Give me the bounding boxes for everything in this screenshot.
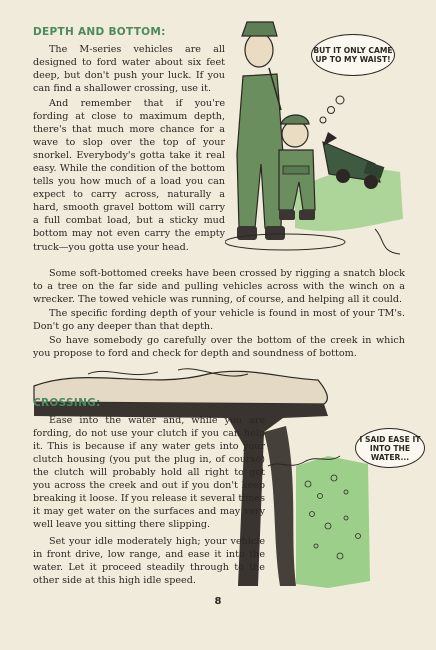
section-heading-depth-and-bottom: DEPTH AND BOTTOM: [33,26,166,38]
speech-bubble-depth: BUT IT ONLY CAME UP TO MY WAIST! [311,34,395,76]
paragraph-crossing-1: Ease into the water and, while you are fording, do not use your clutch if you can help it. This is because if any water gets into your clutch housing (you put the plug in, of course) the clutch will probably hold all right to get you across the creek and out if you don't keep breaking it loose. If you release it several times it may get water on the surfaces and may very well leave you sitting there slipping. [33,415,265,531]
paragraph-depth-2: And remember that if you're fording at close to maximum depth, there's that much more chance for a wave to slop over the top of your snorkel. Everybody's gotta take it real easy. While the condition of the bottom tells you how much of a load you can expect to carry across, naturally a hard, smooth gravel bottom will carry a full combat load, but a sticky mud bottom may not even carry the empty truck—you gotta use your head. [33,98,225,253]
paragraph-depth-1: The M-series vehicles are all designed to ford water about six feet deep, but don't push your luck. If you can find a shallower crossing, use it. [33,44,225,95]
section-heading-crossing: CROSSING: [33,397,101,409]
speech-bubble-crossing: I SAID EASE IT INTO THE WATER... [355,428,425,468]
paragraph-depth-4: The specific fording depth of your vehicle is found in most of your TM's. Don't go any deeper than that depth. [33,308,405,333]
page-number: 8 [214,596,222,607]
paragraph-depth-3: Some soft-bottomed creeks have been crossed by rigging a snatch block to a tree on the far side and pulling vehicles across with the winch on a wrecker. The towed vehicle was running, of course, and helping all it could. [33,268,405,306]
paragraph-crossing-2: Set your idle moderately high; your vehicle in front drive, low range, and ease it into the water. Let it proceed steadily through to the other side at this high idle speed. [33,536,265,587]
paragraph-depth-5: So have somebody go carefully over the bottom of the creek in which you propose to ford and check for depth and soundness of bottom. [33,335,405,360]
